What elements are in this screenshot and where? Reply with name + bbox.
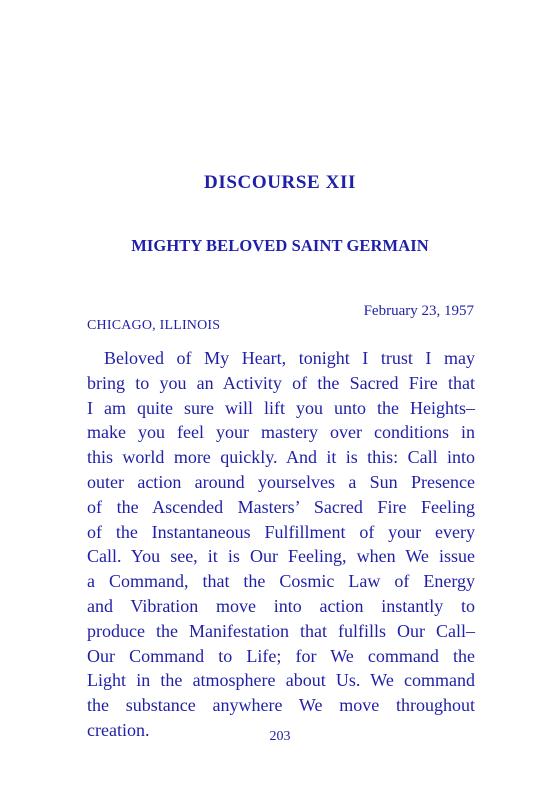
body-line: Our Command to Life; for We command the [87,645,475,666]
body-line: outer action around yourselves a Sun Presence [87,471,475,492]
body-line: Light in the atmosphere about Us. We command [87,670,475,691]
body-line: a Command, that the Cosmic Law of Energy [87,571,475,592]
discourse-heading: DISCOURSE XII [204,172,356,193]
discourse-location: CHICAGO, ILLINOIS [87,318,221,333]
body-line: produce the Manifestation that fulfills Our Call– [87,620,475,641]
body-line: make you feel your mastery over conditions in [87,422,475,443]
body-line: this world more quickly. And it is this: Call into [87,447,475,468]
body-line: creation. [87,719,150,740]
body-paragraph [87,346,475,743]
body-line: Beloved of My Heart, tonight I trust I may [104,348,475,368]
body-line: of the Ascended Masters’ Sacred Fire Feeling [87,496,475,517]
body-line: Call. You see, it is Our Feeling, when We issue [87,546,475,567]
body-line: bring to you an Activity of the Sacred Fire that [87,372,475,393]
body-line: the substance anywhere We move throughout [87,695,475,716]
discourse-date: February 23, 1957 [363,303,474,319]
body-line: of the Instantaneous Fulfillment of your every [87,521,475,542]
body-line: and Vibration move into action instantly to [87,595,475,616]
page-number: 203 [269,729,291,744]
discourse-subheading: MIGHTY BELOVED SAINT GERMAIN [131,236,429,255]
body-line: I am quite sure will lift you unto the Heights– [87,397,475,418]
